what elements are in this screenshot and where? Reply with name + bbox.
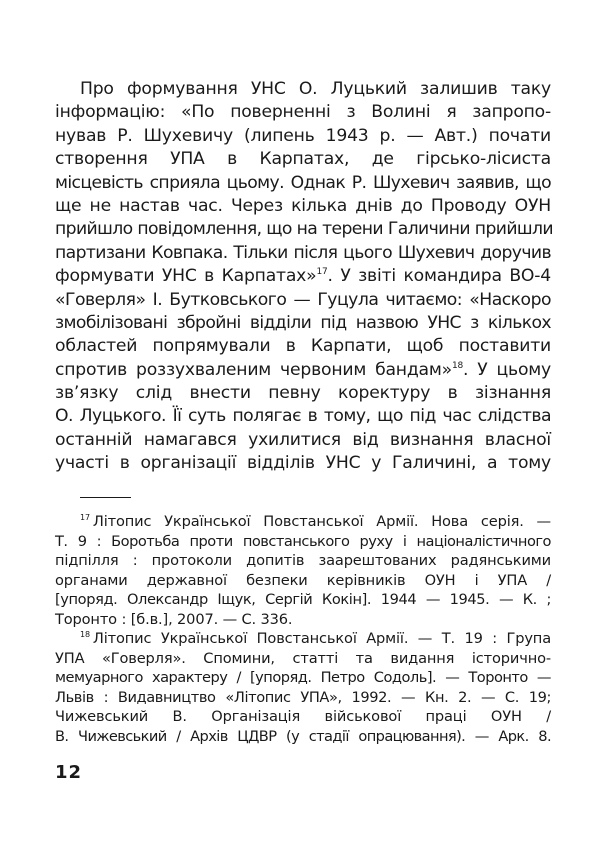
text-line: інформацію: «По поверненні з Волині я запропо- — [55, 102, 551, 123]
footnote-17-line: органами державної безпеки керівників ОУН і УПА / — [55, 571, 551, 589]
text-segment: спротив роззухваленим червоним бандам» — [55, 359, 452, 380]
text-line: місцевість сприяла цьому. Однак Р. Шухевич заявив, що — [55, 172, 551, 193]
text-line-with-ref-17 — [55, 265, 551, 288]
text-line-with-ref-18 — [55, 359, 551, 382]
text-line: партизани Ковпака. Тільки після цього Шухевич доручив — [55, 242, 551, 263]
text-line: останній намагався ухилитися від визнання власної — [55, 429, 551, 450]
text-line: створення УПА в Карпатах, де гірсько-лісиста — [55, 149, 551, 170]
footnote-number-17: 17 — [80, 513, 90, 523]
text-line: О. Луцького. Її суть полягає в тому, що під час слідства — [55, 406, 551, 427]
text-line: змобілізовані збройні відділи під назвою УНС з кількох — [55, 312, 551, 333]
footnote-17-line: [упоряд. Олександр Іщук, Сергій Кокін]. 1944 — 1945. — К. ; — [55, 591, 551, 609]
text-line: нував Р. Шухевичу (липень 1943 р. — Авт.) почати — [55, 125, 551, 146]
page-number: 12 — [55, 762, 83, 783]
text-segment: формувати УНС в Карпатах» — [55, 266, 317, 287]
footnote-18-line: $^{18}$ Літопис Української Повстанської Армії. — Т. 19 : Група — [80, 630, 551, 648]
text-line: ще не настав час. Через кілька днів до Проводу ОУН — [55, 195, 551, 216]
text-line: участі в організації відділів УНС у Галичині, а тому — [55, 453, 551, 474]
footnote-17-line: Т. 9 : Боротьба проти повстанського руху і націоналістичного — [55, 532, 551, 550]
footnote-18-line: В. Чижевський / Архів ЦДВР (у стадії опрацювання). — Арк. 8. — [55, 727, 551, 745]
book-page — [55, 78, 551, 746]
footnotes — [55, 512, 551, 746]
footnote-ref-17[interactable]: 17 — [316, 267, 328, 278]
footnote-17-line: підпілля : протоколи допитів заарештованих радянськими — [55, 552, 551, 570]
footnote-separator — [80, 497, 131, 499]
footnote-17-line: Торонто : [б.в.], 2007. — С. 336. — [55, 610, 293, 628]
text-line: зв’язку слід внести певну коректуру в зізнання — [55, 383, 551, 404]
footnote-ref-18[interactable]: 18 — [451, 360, 464, 371]
text-segment: . У звіті командира ВО-4 — [327, 266, 551, 287]
text-line: Про формування УНС О. Луцький залишив таку — [80, 79, 551, 99]
text-segment: . У цьому — [463, 359, 551, 380]
main-paragraph — [55, 78, 551, 476]
text-line: прийшло повідомлення, що на терени Галичини прийшли — [55, 219, 553, 240]
footnote-17-line: $^{17}$ Літопис Української Повстанської Армії. Нова серія. — — [80, 513, 551, 531]
text-line: областей попрямували в Карпати, щоб поставити — [55, 336, 551, 357]
footnote-18-line: Львів : Видавництво «Літопис УПА», 1992. — Кн. 2. — С. 19; — [55, 688, 551, 706]
footnote-number-18: 18 — [80, 630, 90, 640]
footnote-18-line: УПА «Говерля». Спомини, статті та видання історично- — [55, 649, 551, 667]
footnote-18-line: мемуарного характеру / [упоряд. Петро Содоль]. — Торонто — — [55, 669, 551, 687]
footnote-18-line: Чижевський В. Організація військової праці ОУН / — [55, 708, 551, 726]
text-line: «Говерля» І. Бутковського — Гуцула читаємо: «Наскоро — [55, 289, 551, 310]
